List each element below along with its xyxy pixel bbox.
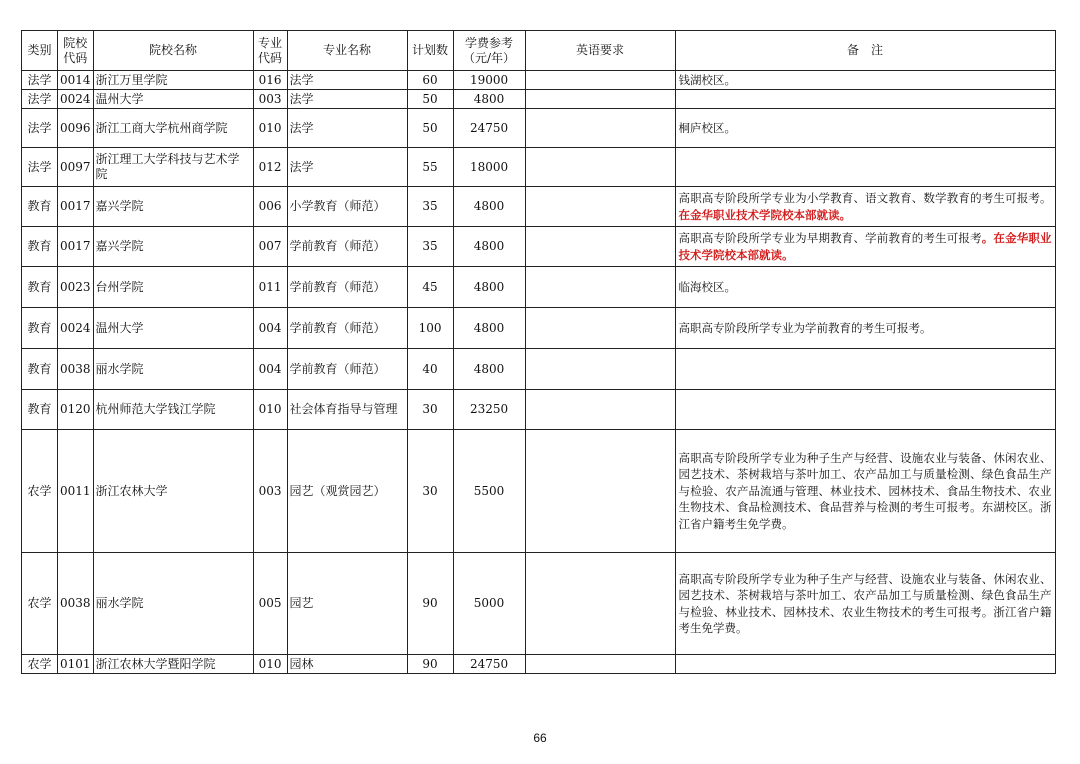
row-english	[525, 390, 675, 430]
row-school-name: 浙江农林大学暨阳学院	[93, 655, 253, 674]
row-fee: 23250	[453, 390, 525, 430]
row-plan: 30	[407, 430, 453, 553]
row-remark	[675, 655, 1055, 674]
row-category: 法学	[22, 71, 58, 90]
row-school-code: 0014	[58, 71, 94, 90]
remark-text: 高职高专阶段所学专业为学前教育的考生可报考。	[678, 320, 932, 335]
row-school-name: 浙江工商大学杭州商学院	[93, 109, 253, 148]
row-fee: 4800	[453, 267, 525, 308]
remark-text: 高职高专阶段所学专业为种子生产与经营、设施农业与装备、休闲农业、园艺技术、茶树栽培与茶叶加工、农产品加工与质量检测、绿色食品生产与检验、农产品流通与管理、林业技术、园林技术、食品生物技术、农业生物技术、食品检测技术、食品营养与检测的考生可报考。东湖校区。浙江省户籍考生免学费。	[678, 450, 1052, 531]
remark-text: 临海校区。	[678, 279, 737, 294]
row-category: 教育	[22, 349, 58, 390]
row-remark	[675, 349, 1055, 390]
row-major-name: 学前教育（师范）	[287, 349, 407, 390]
row-fee: 24750	[453, 655, 525, 674]
row-category: 教育	[22, 227, 58, 267]
row-major-name: 法学	[287, 109, 407, 148]
page-number: 66	[533, 731, 547, 745]
table-row	[22, 308, 1056, 349]
row-category: 法学	[22, 90, 58, 109]
row-remark	[675, 187, 1055, 227]
row-major-code: 004	[253, 349, 287, 390]
header-school-name: 院校名称	[93, 31, 253, 71]
row-school-name: 浙江理工大学科技与艺术学院	[93, 148, 253, 187]
row-major-name: 法学	[287, 148, 407, 187]
row-school-name: 台州学院	[93, 267, 253, 308]
header-school-code: 院校代码	[58, 31, 94, 71]
row-plan: 90	[407, 655, 453, 674]
row-category: 农学	[22, 553, 58, 655]
row-major-name: 园林	[287, 655, 407, 674]
row-category: 教育	[22, 308, 58, 349]
row-remark	[675, 227, 1055, 267]
row-school-code: 0097	[58, 148, 94, 187]
row-major-name: 法学	[287, 71, 407, 90]
row-major-name: 社会体育指导与管理	[287, 390, 407, 430]
row-remark	[675, 109, 1055, 148]
row-major-code: 010	[253, 390, 287, 430]
row-english	[525, 148, 675, 187]
row-school-name: 浙江农林大学	[93, 430, 253, 553]
row-category: 农学	[22, 430, 58, 553]
row-school-code: 0101	[58, 655, 94, 674]
row-remark	[675, 308, 1055, 349]
header-major-name: 专业名称	[287, 31, 407, 71]
row-school-code: 0024	[58, 90, 94, 109]
row-major-name: 法学	[287, 90, 407, 109]
row-plan: 90	[407, 553, 453, 655]
row-major-name: 小学教育（师范）	[287, 187, 407, 227]
row-school-name: 温州大学	[93, 308, 253, 349]
row-plan: 45	[407, 267, 453, 308]
row-school-code: 0017	[58, 227, 94, 267]
row-school-name: 丽水学院	[93, 553, 253, 655]
row-english	[525, 187, 675, 227]
remark-text: 高职高专阶段所学专业为种子生产与经营、设施农业与装备、休闲农业、园艺技术、茶树栽培与茶叶加工、农产品加工与质量检测、绿色食品生产与检验、林业技术、园林技术、农业生物技术的考生可报考。浙江省户籍考生免学费。	[678, 571, 1052, 635]
row-remark	[675, 390, 1055, 430]
row-plan: 50	[407, 109, 453, 148]
table-body	[22, 71, 1056, 674]
header-major-code: 专业代码	[253, 31, 287, 71]
row-english	[525, 267, 675, 308]
row-english	[525, 90, 675, 109]
row-plan: 50	[407, 90, 453, 109]
header-fee: 学费参考（元/年）	[453, 31, 525, 71]
row-fee: 4800	[453, 90, 525, 109]
row-remark	[675, 430, 1055, 553]
row-school-code: 0120	[58, 390, 94, 430]
row-remark	[675, 553, 1055, 655]
table-row	[22, 90, 1056, 109]
table-row	[22, 71, 1056, 90]
row-major-name: 学前教育（师范）	[287, 227, 407, 267]
remark-highlight: 。在金华职业技术学院校本部就读。	[678, 231, 1052, 262]
row-fee: 4800	[453, 187, 525, 227]
row-remark	[675, 267, 1055, 308]
table-row	[22, 349, 1056, 390]
row-remark	[675, 148, 1055, 187]
row-plan: 100	[407, 308, 453, 349]
row-school-code: 0017	[58, 187, 94, 227]
remark-text: 钱湖校区。	[678, 72, 737, 87]
row-school-code: 0096	[58, 109, 94, 148]
remark-text: 高职高专阶段所学专业为小学教育、语文教育、数学教育的考生可报考。	[678, 191, 1052, 205]
header-english: 英语要求	[525, 31, 675, 71]
row-major-name: 园艺（观赏园艺）	[287, 430, 407, 553]
row-school-code: 0024	[58, 308, 94, 349]
row-english	[525, 227, 675, 267]
row-major-code: 011	[253, 267, 287, 308]
remark-highlight: 在金华职业技术学院校本部就读。	[678, 207, 852, 222]
row-category: 教育	[22, 187, 58, 227]
row-category: 法学	[22, 109, 58, 148]
table-header-row	[22, 31, 1056, 71]
row-school-name: 杭州师范大学钱江学院	[93, 390, 253, 430]
header-plan: 计划数	[407, 31, 453, 71]
row-fee: 18000	[453, 148, 525, 187]
row-school-code: 0038	[58, 553, 94, 655]
row-major-code: 007	[253, 227, 287, 267]
row-major-code: 010	[253, 109, 287, 148]
row-major-code: 005	[253, 553, 287, 655]
row-major-code: 012	[253, 148, 287, 187]
row-english	[525, 553, 675, 655]
row-fee: 4800	[453, 349, 525, 390]
row-fee: 24750	[453, 109, 525, 148]
row-english	[525, 655, 675, 674]
row-school-name: 浙江万里学院	[93, 71, 253, 90]
row-english	[525, 308, 675, 349]
row-school-code: 0011	[58, 430, 94, 553]
row-major-code: 016	[253, 71, 287, 90]
row-remark	[675, 90, 1055, 109]
row-plan: 55	[407, 148, 453, 187]
row-school-name: 嘉兴学院	[93, 227, 253, 267]
table-row	[22, 109, 1056, 148]
row-category: 教育	[22, 390, 58, 430]
row-english	[525, 349, 675, 390]
row-plan: 60	[407, 71, 453, 90]
table-row	[22, 553, 1056, 655]
remark-text: 桐庐校区。	[678, 120, 737, 135]
table-row	[22, 148, 1056, 187]
row-remark	[675, 71, 1055, 90]
row-plan: 30	[407, 390, 453, 430]
table-row	[22, 655, 1056, 674]
table-row	[22, 267, 1056, 308]
table-row	[22, 430, 1056, 553]
row-school-name: 嘉兴学院	[93, 187, 253, 227]
header-category: 类别	[22, 31, 58, 71]
row-fee: 19000	[453, 71, 525, 90]
row-fee: 4800	[453, 227, 525, 267]
table-row	[22, 187, 1056, 227]
row-major-code: 003	[253, 430, 287, 553]
admission-plan-table	[21, 30, 1056, 674]
table-row	[22, 227, 1056, 267]
row-plan: 35	[407, 187, 453, 227]
row-school-code: 0023	[58, 267, 94, 308]
row-english	[525, 71, 675, 90]
row-major-code: 004	[253, 308, 287, 349]
row-major-code: 003	[253, 90, 287, 109]
row-major-name: 学前教育（师范）	[287, 267, 407, 308]
row-major-name: 园艺	[287, 553, 407, 655]
row-school-name: 温州大学	[93, 90, 253, 109]
row-fee: 5000	[453, 553, 525, 655]
row-school-name: 丽水学院	[93, 349, 253, 390]
row-major-name: 学前教育（师范）	[287, 308, 407, 349]
row-english	[525, 109, 675, 148]
table-row	[22, 390, 1056, 430]
row-category: 教育	[22, 267, 58, 308]
row-plan: 40	[407, 349, 453, 390]
remark-text: 高职高专阶段所学专业为早期教育、学前教育的考生可报考	[678, 231, 982, 245]
row-plan: 35	[407, 227, 453, 267]
row-fee: 4800	[453, 308, 525, 349]
row-major-code: 006	[253, 187, 287, 227]
row-category: 农学	[22, 655, 58, 674]
row-english	[525, 430, 675, 553]
row-fee: 5500	[453, 430, 525, 553]
row-category: 法学	[22, 148, 58, 187]
row-major-code: 010	[253, 655, 287, 674]
row-school-code: 0038	[58, 349, 94, 390]
header-remark: 备 注	[675, 31, 1055, 71]
